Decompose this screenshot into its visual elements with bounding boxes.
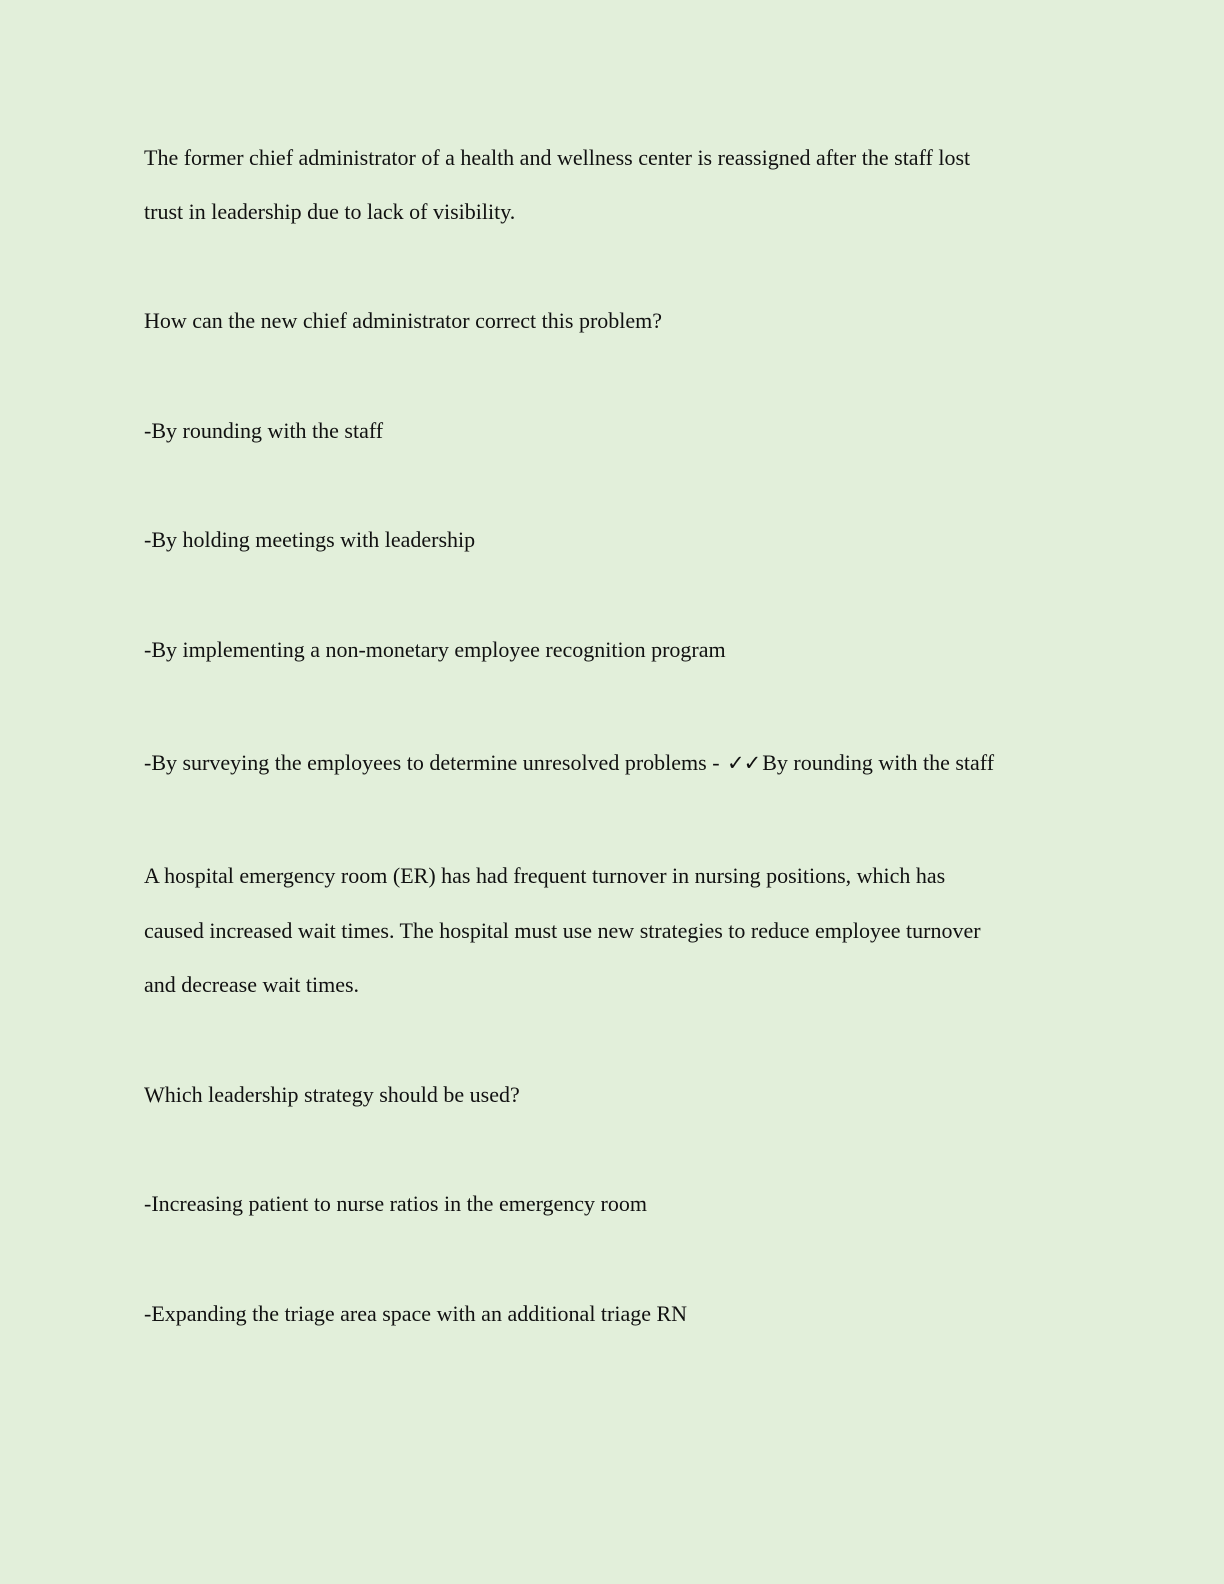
question-2-stem-line-3: and decrease wait times. xyxy=(144,972,360,997)
question-1-prompt: How can the new chief administrator correct this problem? xyxy=(144,308,663,333)
question-1-option-2: -By holding meetings with leadership xyxy=(144,527,476,552)
question-1-stem-line-1: The former chief administrator of a health and wellness center is reassigned after the staff lost xyxy=(144,145,971,170)
question-2-stem-line-2: caused increased wait times. The hospital must use new strategies to reduce employee turnover xyxy=(144,918,981,943)
question-1-option-3: -By implementing a non-monetary employee recognition program xyxy=(144,637,726,662)
question-2-option-2: -Expanding the triage area space with an additional triage RN xyxy=(144,1301,688,1326)
question-1-option-1: -By rounding with the staff xyxy=(144,418,384,443)
question-1-option-4: -By surveying the employees to determine unresolved problems - xyxy=(144,750,720,775)
question-2-option-1: -Increasing patient to nurse ratios in the emergency room xyxy=(144,1191,647,1216)
question-2-stem-line-1: A hospital emergency room (ER) has had frequent turnover in nursing positions, which has xyxy=(144,863,946,888)
question-1-stem-line-2: trust in leadership due to lack of visibility. xyxy=(144,199,516,224)
question-1-option-4-with-answer xyxy=(144,750,994,776)
question-1-answer: By rounding with the staff xyxy=(762,750,995,775)
double-checkmark-icon: ✓✓ xyxy=(727,751,761,775)
question-2-prompt: Which leadership strategy should be used? xyxy=(144,1082,520,1107)
